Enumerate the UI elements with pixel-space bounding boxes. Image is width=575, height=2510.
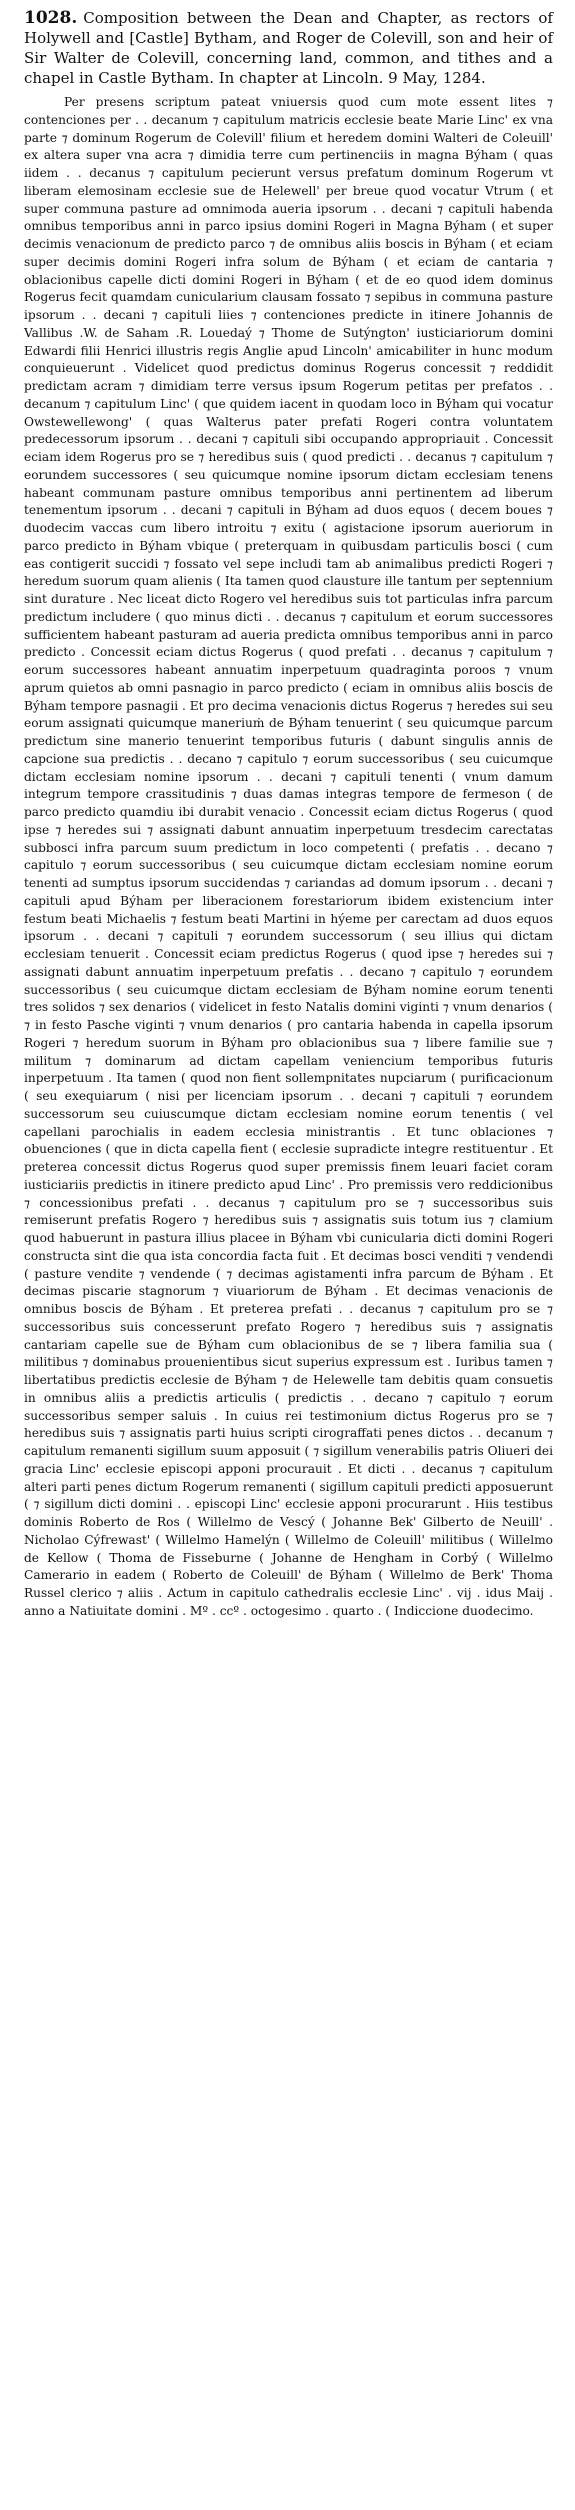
entry-summary: Composition between the Dean and Chapter, as rectors of Holywell and [Castle] Bytham, and Roger de Colevill, son and heir of Sir Walter de Colevill, concerning land, common, and tithes and a chapel in Castle Bytham. In chapter at Lincoln. 9 May, 1284. xyxy=(24,9,553,87)
entry-number: 1028. xyxy=(24,8,78,28)
charter-text: Per presens scriptum pateat vniuersis quod cum mote essent lites ⁊ contenciones per . . decanum ⁊ capitulum matricis ecclesie beate Marie Linc' ex vna parte ⁊ dominum Rogerum de Colevill' filium et heredem domini Walteri de Coleuill' ex altera super vna acra ⁊ dimidia terre cum pertinenciis in magna Býham ( quas iidem . . decanus ⁊ capitulum pecierunt versus prefatum dominum Rogerum vt liberam elemosinam ecclesie sue de Helewell' per breue quod vocatur Vtrum ( et super communa pasture ad omnimoda aueria ipsorum . . decani ⁊ capituli habenda omnibus temporibus anni in parco ipsius domini Rogeri in Magna Býham ( et super decimis venacionum de predicto parco ⁊ de omnibus aliis boscis in Býham ( et eciam super decimis domini Rogeri infra solum de Býham ( et eciam de cantaria ⁊ oblacionibus capelle dicti domini Rogeri in Býham ( et de eo quod idem dominus Rogerus fecit quamdam cunicularium clausam fossato ⁊ sepibus in communa pasture ipsorum . . decani ⁊ capituli liies ⁊ contenciones predicte in itinere Johannis de Vallibus .W. de Saham .R. Louedaý ⁊ Thome de Sutýngton' iusticiariorum domini Edwardi filii Henrici illustris regis Anglie apud Lincoln' amicabiliter in hunc modum conquieuerunt . Videlicet quod predictus dominus Rogerus concessit ⁊ reddidit predictam acram ⁊ dimidiam terre versus ipsum Rogerum petitas per prefatos . . decanum ⁊ capitulum Linc' ( que quidem iacent in quodam loco in Býham qui vocatur Owstewellewong' ( quas Walterus pater prefati Rogeri contra voluntatem predecessorum ipsorum . . decani ⁊ capituli sibi occupando appropriauit . Concessit eciam idem Rogerus pro se ⁊ heredibus suis ( quod predicti . . decanus ⁊ capitulum ⁊ eorundem successores ( seu quicumque nomine ipsorum dictam ecclesiam tenens habeant communam pasture omnibus temporibus anni pertinentem ad liberum tenementum ipsorum . . decani ⁊ capituli in Býham ad duos equos ( decem boues ⁊ duodecim vaccas cum libero introitu ⁊ exitu ( agistacione ipsorum aueriorum in parco predicto in Býham vbique ( preterquam in quibusdam particulis bosci ( cum eas contigerit succidi ⁊ fossato vel sepe includi tam ab animalibus predicti Rogeri ⁊ heredum suorum quam alienis ( Ita tamen quod clausture ille tantum per septennium sint durature . Nec liceat dicto Rogero vel heredibus suis tot particulas infra parcum predictum includere ( quo minus dicti . . decanus ⁊ capitulum et eorum successores sufficientem habeant pasturam ad aueria predicta omnibus temporibus anni in parco predicto . Concessit eciam dictus Rogerus ( quod prefati . . decanus ⁊ capitulum ⁊ eorum successores habeant annuatim inperpetuum quadraginta poroos ⁊ vnum aprum quietos ab omni pasnagio in parco predicto ( eciam in omnibus aliis boscis de Býham tempore pasnagii . Et pro decima venacionis dictus Rogerus ⁊ heredes sui seu eorum assignati quicumque maneriuṁ de Býham tenuerint ( seu quicumque parcum predictum sine manerio tenuerint temporibus futuris ( dabunt singulis annis de capcione sua predictis . . decano ⁊ capitulo ⁊ eorum successoribus ( seu cuicumque dictam ecclesiam nomine ipsorum . . decani ⁊ capituli tenenti ( vnum damum integrum tempore crassitudinis ⁊ duas damas integras tempore de fermeson ( de parco predicto quamdiu ibi durabit venacio . Concessit eciam dictus Rogerus ( quod ipse ⁊ heredes sui ⁊ assignati dabunt annuatim inperpetuum tresdecim carectatas subbosci infra parcum suum predictum in loco competenti ( prefatis . . decano ⁊ capitulo ⁊ eorum successoribus ( seu cuicumque dictam ecclesiam nomine eorum tenenti ad sumptus ipsorum succidendas ⁊ cariandas ad domum ipsorum . . decani ⁊ capituli apud Býham per liberacionem forestariorum ibidem existencium inter festum beati Michaelis ⁊ festum beati Martini in hýeme per carectam ad duos equos ipsorum . . decani ⁊ capituli ⁊ eorundem successorum ( seu illius qui dictam ecclesiam tenuerit . Concessit eciam predictus Rogerus ( quod ipse ⁊ heredes sui ⁊ assignati dabunt annuatim inperpetuum prefatis . . decano ⁊ capitulo ⁊ eorundem successoribus ( seu cuicumque dictam ecclesiam de Býham nomine eorum tenenti tres solidos ⁊ sex denarios ( videlicet in festo Natalis domini viginti ⁊ vnum denarios ( ⁊ in festo Pasche viginti ⁊ vnum denarios ( pro cantaria habenda in capella ipsorum Rogeri ⁊ heredum suorum in Býham pro oblacionibus sua ⁊ libere familie sue ⁊ militum ⁊ dominarum ad dictam capellam veniencium temporibus futuris inperpetuum . Ita tamen ( quod non fient sollempnitates nupciarum ( purificacionum ( seu exequiarum ( nisi per licenciam ipsorum . . decani ⁊ capituli ⁊ eorundem successorum seu cuiuscumque dictam ecclesiam nomine eorum tenentis ( vel capellani parochialis in eadem ecclesia ministrantis . Et tunc oblaciones ⁊ obuenciones ( que in dicta capella fient ( ecclesie supradicte integre restituentur . Et preterea concessit dictus Rogerus quod super premissis finem leuari faciet coram iusticiariis predictis in itinere predicto apud Linc' . Pro premissis vero reddicionibus ⁊ concessionibus prefati . . decanus ⁊ capitulum pro se ⁊ successoribus suis remiserunt prefatis Rogero ⁊ heredibus suis ⁊ assignatis suis totum ius ⁊ clamium quod habuerunt in pastura illius placee in Býham vbi cunicularia dicti domini Rogeri constructa sint die qua ista concordia facta fuit . Et decimas bosci venditi ⁊ vendendi ( pasture vendite ⁊ vendende ( ⁊ decimas agistamenti infra parcum de Býham . Et decimas piscarie stagnorum ⁊ viuariorum de Býham . Et decimas venacionis de omnibus boscis de Býham . Et preterea prefati . . decanus ⁊ capitulum pro se ⁊ successoribus suis concesserunt prefato Rogero ⁊ heredibus suis ⁊ assignatis cantariam capelle sue de Býham cum oblacionibus de se ⁊ libera familia sua ( militibus ⁊ dominabus prouenientibus sicut superius expressum est . Iuribus tamen ⁊ libertatibus predictis ecclesie de Býham ⁊ de Helewelle tam debitis quam consuetis in omnibus aliis a predictis articulis ( predictis . . decano ⁊ capitulo ⁊ eorum successoribus semper saluis . In cuius rei testimonium dictus Rogerus pro se ⁊ heredibus suis ⁊ assignatis parti huius scripti cirograffati penes dictos . . decanum ⁊ capitulum remanenti sigillum suum apposuit ( ⁊ sigillum venerabilis patris Oliueri dei gracia Linc' ecclesie episcopi apponi procurauit . Et dicti . . decanus ⁊ capitulum alteri parti penes dictum Rogerum remanenti ( sigillum capituli predicti apposuerunt ( ⁊ sigillum dicti domini . . episcopi Linc' ecclesie apponi procurarunt . Hiis testibus dominis Roberto de Ros ( Willelmo de Vescý ( Johanne Bek' Gilberto de Neuill' . Nicholao Cýfrewast' ( Willelmo Hamelýn ( Willelmo de Coleuill' militibus ( Willelmo de Kellow ( Thoma de Fisseburne ( Johanne de Hengham in Corbý ( Willelmo Camerario in eadem ( Roberto de Coleuill' de Býham ( Willelmo de Berk' Thoma Russel clerico ⁊ aliis . Actum in capitulo cathedralis ecclesie Linc' . vij . idus Maij . anno a Natiuitate domini . Mº . ccº . octogesimo . quarto . ( Indiccione duodecimo. xyxy=(24,95,553,1618)
entry-heading xyxy=(24,8,553,88)
